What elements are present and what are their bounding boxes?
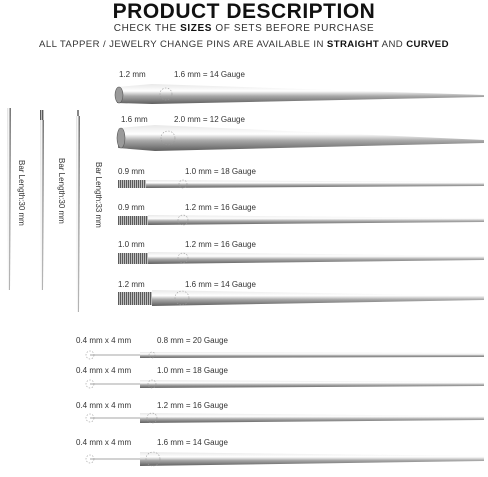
- tip-size-label: 0.4 mm x 4 mm: [76, 336, 132, 345]
- taper-pin-2: [117, 125, 484, 151]
- tip-size-label: 0.9 mm: [118, 203, 145, 212]
- threaded-pin-1: [118, 180, 484, 188]
- note-text: AND: [379, 39, 407, 50]
- tip-size-label: 1.2 mm: [119, 70, 146, 79]
- insertion-pin-4: [86, 452, 484, 466]
- note-text: ALL TAPPER / JEWELRY CHANGE PINS ARE AVAILABLE IN: [39, 39, 327, 50]
- taper-pin-1: [115, 84, 484, 104]
- gauge-label: 2.0 mm = 12 Gauge: [174, 115, 245, 124]
- vertical-pin-2: [40, 110, 44, 290]
- gauge-label: 1.0 mm = 18 Gauge: [185, 167, 256, 176]
- tip-size-label: 0.4 mm x 4 mm: [76, 401, 132, 410]
- insertion-pin-3: [86, 413, 484, 423]
- note-text: OF SETS BEFORE PURCHASE: [212, 23, 375, 34]
- gauge-label: 1.2 mm = 16 Gauge: [157, 401, 228, 410]
- threaded-pin-2: [118, 215, 484, 225]
- tip-size-label: 0.4 mm x 4 mm: [76, 366, 132, 375]
- gauge-label: 1.0 mm = 18 Gauge: [157, 366, 228, 375]
- note-emphasis: STRAIGHT: [326, 39, 380, 50]
- vertical-pin-1: [7, 108, 11, 290]
- tip-size-label: 1.6 mm: [121, 115, 148, 124]
- gauge-label: 0.8 mm = 20 Gauge: [157, 336, 228, 345]
- note-text: CHECK THE: [113, 23, 181, 34]
- gauge-label: 1.6 mm = 14 Gauge: [185, 280, 256, 289]
- gauge-label: 1.2 mm = 16 Gauge: [185, 203, 256, 212]
- tip-size-label: 0.4 mm x 4 mm: [76, 438, 132, 447]
- gauge-label: 1.6 mm = 14 Gauge: [157, 438, 228, 447]
- vertical-pin-3: [76, 110, 80, 312]
- threaded-pin-4: [118, 290, 484, 306]
- tip-size-label: 1.0 mm: [118, 240, 145, 249]
- insertion-pin-1: [86, 351, 484, 359]
- note-emphasis: CURVED: [406, 39, 449, 50]
- gauge-label: 1.6 mm = 14 Gauge: [174, 70, 245, 79]
- bar-length-label: Bar Length:30 mm: [17, 160, 26, 226]
- threaded-pin-3: [118, 252, 484, 264]
- insertion-pin-2: [86, 380, 484, 388]
- bar-length-label: Bar Length:33 mm: [94, 162, 103, 228]
- bar-length-label: Bar Length:30 mm: [57, 158, 66, 224]
- note-emphasis: SIZES: [180, 23, 213, 34]
- gauge-label: 1.2 mm = 16 Gauge: [185, 240, 256, 249]
- page-title: PRODUCT DESCRIPTION: [112, 0, 376, 23]
- tip-size-label: 1.2 mm: [118, 280, 145, 289]
- tip-size-label: 0.9 mm: [118, 167, 145, 176]
